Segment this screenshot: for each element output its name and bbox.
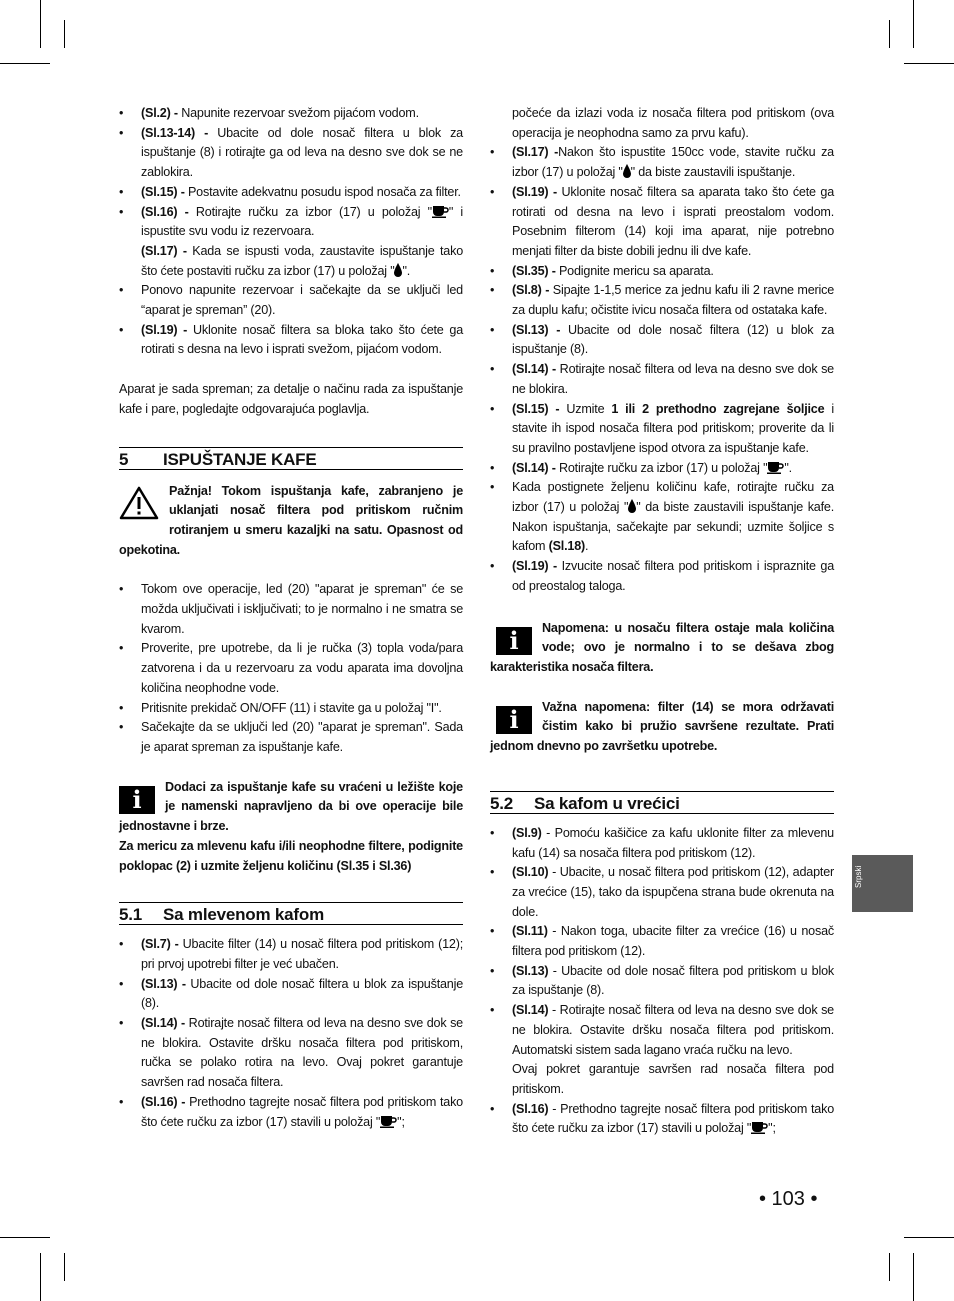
list-item: • (Sl.16) - Rotirajte ručku za izbor (17) u položaj " " i ispustite svu vodu iz rezervoara. (Sl.17) - Kada se ispusti voda, zaustavite ispuštanje tako što ćete postaviti ručku za izbor (17) u položaj " ". [119, 203, 463, 282]
coffee-pod-steps-list [490, 824, 834, 1139]
crop-mark [889, 20, 890, 48]
section-heading: 5.1 Sa mlevenom kafom [119, 902, 463, 925]
steam-cup-icon [380, 1115, 397, 1128]
info-icon: i [496, 706, 532, 734]
info-note: i Dodaci za ispuštanje kafe su vraćeni u ležište koje je namenski napravljeno da bi ove operacije bile jednostavne i brze. Za mericu za mlevenu kafu i/ili neophodne filtere, podignite poklopac (2) i uzmite željenu količinu (Sl.35 i Sl.36) [119, 779, 463, 873]
crop-mark [0, 1237, 50, 1238]
paragraph: Aparat je sada spreman; za detalje o načinu rada za ispuštanje kafe i pare, pogledajte odgovarajuća poglavlja. [119, 382, 463, 416]
list-item: • Tokom ove operacije, led (20) "aparat je spreman" će se možda uključivati i isključivati; to je normalno i ne smatra se kvarom. [119, 580, 463, 639]
crop-mark [64, 1253, 65, 1281]
drop-icon [623, 164, 631, 178]
list-item: • (Sl.14) - Rotirajte ručku za izbor (17) u položaj " ". [490, 459, 834, 479]
warning-icon [119, 486, 159, 520]
crop-mark [904, 1237, 954, 1238]
crop-mark [904, 63, 954, 64]
list-item: • (Sl.19) - Uklonite nosač filtera sa aparata tako što ćete ga rotirati od desna na levo i isprati preostalom vodom. Posebnim filterom (14) koji ima aparat, nije potrebno menjati filter da biste dobili jednu ili dve kafe. [490, 183, 834, 262]
section-heading: 5.2 Sa kafom u vrećici [490, 791, 834, 814]
list-item: • (Sl.14) - Rotirajte nosač filtera od leva na desno sve dok se ne blokira. Ostavite dršku nosača filtera pod pritiskom, ručka se polako rotira na levo. Ovaj pokret garantuje savršen rad nosača filtera. [119, 1014, 463, 1093]
crop-mark [0, 63, 50, 64]
list-item: • (Sl.11) - Nakon toga, ubacite filter za vrećice (16) u nosač filtera pod pritiskom (12). [490, 922, 834, 961]
crop-mark [40, 0, 41, 48]
right-column [490, 104, 834, 1139]
steam-cup-icon [751, 1121, 768, 1134]
list-item: • Kada postignete željenu količinu kafe, rotirajte ručku za izbor (17) u položaj " " da biste zaustavili ispuštanje kafe. Nakon ispuštanja, sačekajte par sekundi; uzmite šoljice s kafom (Sl.18). [490, 478, 834, 557]
ground-coffee-steps-list-continued [490, 143, 834, 596]
crop-mark [913, 0, 914, 48]
list-item: • (Sl.8) - Sipajte 1-1,5 merice za jednu kafu ili 2 ravne merice za duplu kafu; očistite ivicu nosača filtera od ostataka kafe. [490, 281, 834, 320]
list-item: • (Sl.15) - Uzmite 1 ili 2 prethodno zagrejane šoljice i stavite ih ispod nosača filtera pod pritiskom; proverite da li su pravilno postavljene ispod otvora za ispuštanje kafe. [490, 400, 834, 459]
ground-coffee-steps-list [119, 935, 463, 1132]
list-item: • (Sl.13-14) - Ubacite od dole nosač filtera u blok za ispuštanje (8) i rotirajte ga od leva na desno sve dok se ne zablokira. [119, 124, 463, 183]
left-column [119, 104, 463, 1132]
brewing-prep-list [119, 580, 463, 757]
list-item: • (Sl.16) - Prethodno tagrejte nosač filtera pod pritiskom tako što ćete ručku za izbor (17) stavili u položaj " "; [490, 1100, 834, 1139]
crop-mark [64, 20, 65, 48]
list-item: • (Sl.14) - Rotirajte nosač filtera od leva na desno sve dok se ne blokira. Ostavite dršku nosača filtera pod pritiskom. Automatski sistem sada lagano vraća ručku na levo. Ovaj pokret garantuje savršen rad nosača filtera pod pritiskom. [490, 1001, 834, 1100]
list-item: • (Sl.17) -Nakon što ispustite 150cc vode, stavite ručku za izbor (17) u položaj " " da biste zaustavili ispuštanje. [490, 143, 834, 182]
list-item: • (Sl.7) - Ubacite filter (14) u nosač filtera pod pritiskom (12); pri prvoj upotrebi filter je već ubačen. [119, 935, 463, 974]
list-item: • (Sl.9) - Pomoću kašičice za kafu uklonite filter za mlevenu kafu (14) sa nosača filtera pod pritiskom (12). [490, 824, 834, 863]
crop-mark [889, 1253, 890, 1281]
continued-text: počeće da izlazi voda iz nosača filtera pod pritiskom (ova operacija je neophodna samo za prvu kafu). [512, 106, 834, 140]
info-icon: i [496, 627, 532, 655]
warning-note: Pažnja! Tokom ispuštanja kafe, zabranjeno je uklanjati nosač filtera pod pritiskom ručnim rotiranjem u smeru kazaljki na satu. Opasnost od opekotina. [119, 483, 463, 557]
list-item: • (Sl.13) - Ubacite od dole nosač filtera pod pritiskom u blok za ispuštanje (8). [490, 962, 834, 1001]
list-item: • (Sl.19) - Izvucite nosač filtera pod pritiskom i ispraznite ga od preostalog taloga. [490, 557, 834, 596]
list-item: • (Sl.16) - Prethodno tagrejte nosač filtera pod pritiskom tako što ćete ručku za izbor (17) stavili u položaj " "; [119, 1093, 463, 1132]
list-item: • (Sl.15) - Postavite adekvatnu posudu ispod nosača za filter. [119, 183, 463, 203]
list-item: • Ponovo napunite rezervoar i sačekajte da se uključi led “aparat je spreman” (20). [119, 281, 463, 320]
list-item: • (Sl.19) - Uklonite nosač filtera sa bloka tako što ćete ga rotirati s desna na levo i isprati svežom, pijaćom vodom. [119, 321, 463, 360]
setup-steps-list [119, 104, 463, 360]
steam-cup-icon [432, 205, 449, 218]
info-note: i Važna napomena: filter (14) se mora održavati čistim kako bi pružio savršene rezultate. Prati jednom dnevno po završetku upotrebe. [490, 699, 834, 754]
list-item: • Sačekajte da se uključi led (20) "aparat je spreman". Sada je aparat spreman za ispuštanje kafe. [119, 718, 463, 757]
page-number: • 103 • [759, 1188, 818, 1210]
list-item: • Pritisnite prekidač ON/OFF (11) i stavite ga u položaj "I". [119, 699, 463, 719]
list-item: • Proverite, pre upotrebe, da li je ručka (3) topla voda/para zatvorena i da u rezervoaru za vodu aparata ima dovoljna količina neophodne vode. [119, 639, 463, 698]
list-item: • (Sl.14) - Rotirajte nosač filtera od leva na desno sve dok se ne blokira. [490, 360, 834, 399]
steam-cup-icon [767, 461, 784, 474]
info-icon: i [119, 786, 155, 814]
crop-mark [40, 1253, 41, 1301]
list-item: • (Sl.13) - Ubacite od dole nosač filtera u blok za ispuštanje (8). [119, 975, 463, 1014]
list-item: • (Sl.10) - Ubacite, u nosač filtera pod pritiskom (12), adapter za vrećice (15), tako da ispupčena strana bude okrenuta na dole. [490, 863, 834, 922]
section-heading: 5 ISPUŠTANJE KAFE [119, 447, 463, 470]
crop-mark [913, 1253, 914, 1301]
language-tab: Srpski [852, 855, 913, 912]
list-item: • (Sl.35) - Podignite mericu sa aparata. [490, 262, 834, 282]
list-item: • (Sl.13) - Ubacite od dole nosač filtera (12) u blok za ispuštanje (8). [490, 321, 834, 360]
info-note: i Napomena: u nosaču filtera ostaje mala količina vode; ovo je normalno i to se dešava zbog karakteristika nosača filtera. [490, 620, 834, 674]
list-item: • (Sl.2) - Napunite rezervoar svežom pijaćom vodom. [119, 104, 463, 124]
